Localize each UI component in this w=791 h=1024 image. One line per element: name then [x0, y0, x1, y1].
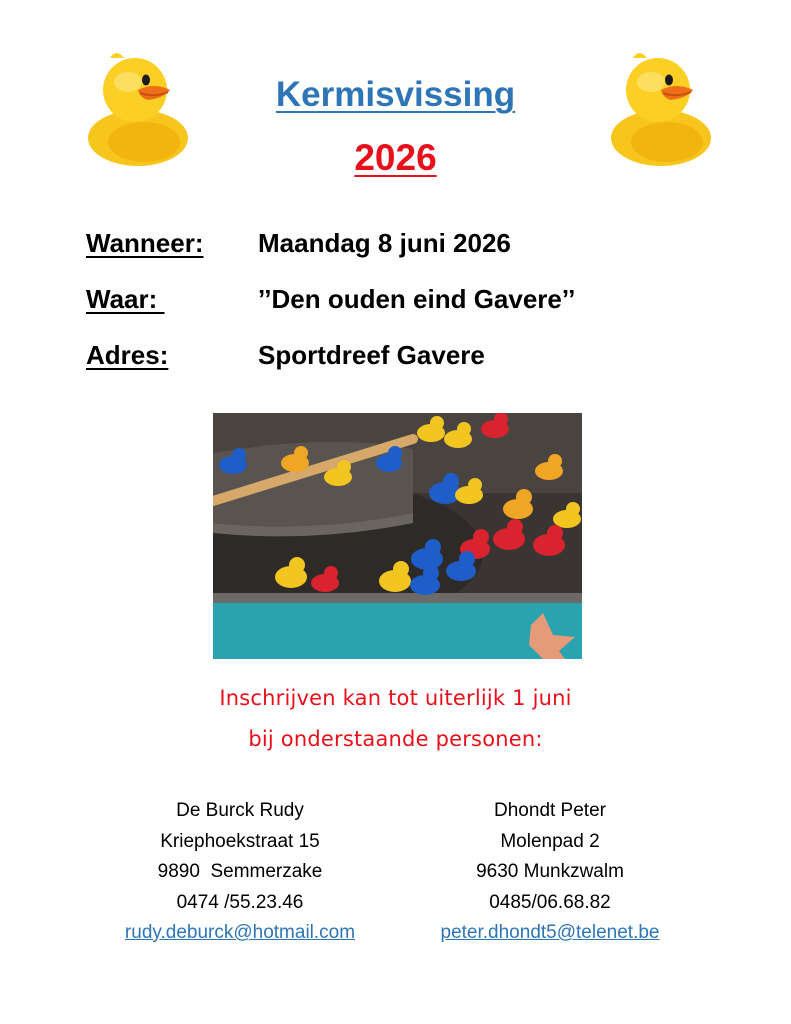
info-row-where	[86, 284, 726, 318]
contact-phone: 0474 /55.23.46	[176, 891, 304, 913]
info-label-when: Wanneer:	[86, 228, 204, 258]
contact-card-left	[100, 796, 380, 949]
contact-street: Molenpad 2	[500, 830, 600, 852]
contact-street: Kriephoekstraat 15	[160, 830, 320, 852]
registration-notice-line-2: bij onderstaande personen:	[248, 727, 543, 751]
contact-city: 9890 Semmerzake	[157, 861, 323, 882]
info-value-when: Maandag 8 juni 2026	[258, 228, 511, 258]
info-value-address: Sportdreef Gavere	[258, 340, 485, 370]
info-label-where: Waar:	[86, 284, 165, 314]
info-row-when	[86, 228, 726, 262]
info-label-address: Adres:	[86, 340, 169, 370]
contact-city: 9630 Munkzwalm	[476, 861, 624, 882]
registration-notice-line-1: Inschrijven kan tot uiterlijk 1 juni	[219, 686, 572, 710]
contact-name: De Burck Rudy	[176, 800, 304, 821]
info-row-address	[86, 340, 726, 374]
contact-name: Dhondt Peter	[494, 800, 606, 821]
contact-email-link[interactable]: peter.dhondt5@telenet.be	[440, 922, 660, 943]
event-year: 2026	[354, 137, 437, 178]
contact-email-link[interactable]: rudy.deburck@hotmail.com	[124, 922, 356, 943]
contact-card-right	[410, 796, 690, 949]
page-title: Kermisvissing	[275, 75, 516, 114]
duck-fishing-photo	[213, 413, 582, 659]
contact-phone: 0485/06.68.82	[489, 891, 611, 913]
info-value-where: ’’Den ouden eind Gavere’’	[258, 284, 576, 314]
